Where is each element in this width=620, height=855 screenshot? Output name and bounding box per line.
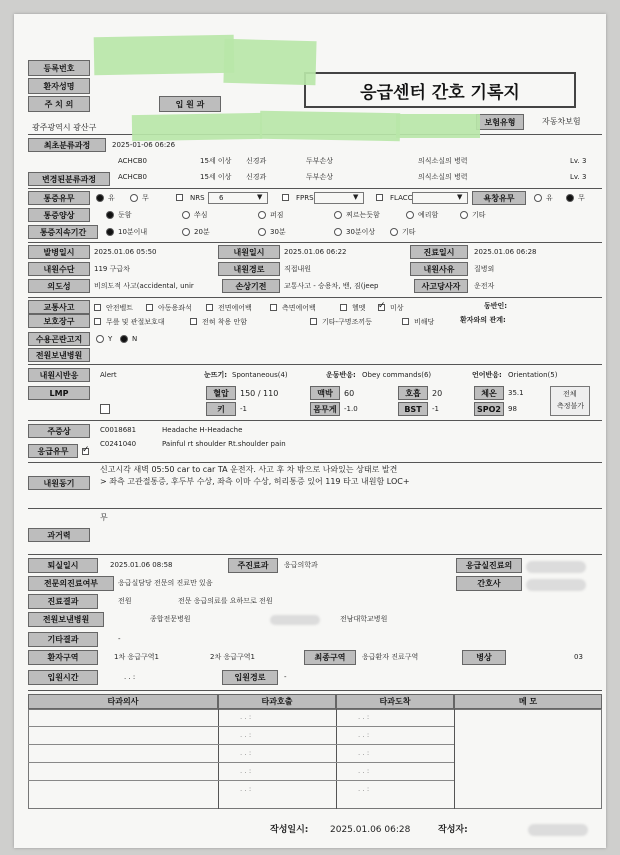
bedsore-no-radio[interactable] [566, 194, 574, 202]
nrs-label: NRS [190, 194, 205, 202]
memo-header: 메 모 [454, 694, 602, 709]
past-history-value: 무 [100, 513, 108, 522]
document-title: 응급센터 간호 기록지 [304, 72, 576, 108]
consult-arrival-header: 타과도착 [336, 694, 454, 709]
duration-over30-label: 30분이상 [346, 228, 376, 236]
transfer-from-label: 전원보낸병원 [28, 348, 90, 362]
none-worn-checkbox[interactable] [190, 318, 197, 325]
verbal-response-value: Orientation(5) [508, 371, 558, 379]
complaint-code-1: C0018681 [100, 426, 137, 434]
none-worn-label: 전혀 착용 안함 [202, 318, 248, 326]
arrival-label: 내원일시 [218, 245, 280, 259]
consult-call-cell: . . : [240, 785, 252, 793]
spo2-value: 98 [508, 405, 517, 413]
patient-zone-label: 환자구역 [28, 650, 98, 665]
height-value: -1 [240, 405, 247, 413]
intent-value: 비의도적 사고(accidental, unir [94, 282, 194, 290]
fprs-label: FPRS [296, 194, 314, 202]
fprs-checkbox[interactable] [282, 194, 289, 201]
accident-party-value: 운전자 [474, 282, 495, 290]
quality-stabbing-radio[interactable] [334, 211, 342, 219]
exam-time-label: 진료일시 [410, 245, 468, 259]
arrival-response-value: Alert [100, 371, 117, 379]
bst-value: -1 [432, 405, 439, 413]
arrival-value: 2025.01.06 06:22 [284, 248, 347, 256]
first-triage-age: 15세 이상 [200, 157, 232, 165]
pain-label: 통증유무 [28, 191, 90, 205]
flacc-checkbox[interactable] [376, 194, 383, 201]
knee-guard-checkbox[interactable] [94, 318, 101, 325]
discharge-time-label: 퇴실일시 [28, 558, 98, 573]
other-gear-label: 기타-구명조끼등 [322, 318, 372, 326]
onset-value: 2025.01.06 05:50 [94, 248, 157, 256]
consult-doctor-header: 타과의사 [28, 694, 218, 709]
resp-label: 호흡 [398, 386, 428, 400]
chevron-down-icon: ▼ [353, 193, 359, 201]
check-icon: ✓ [82, 445, 90, 455]
address-text: 광주광역시 광산구 [32, 123, 97, 132]
resp-value: 20 [432, 389, 443, 398]
chevron-down-icon: ▼ [457, 193, 463, 201]
nrs-value: 6 [219, 194, 224, 202]
acceptance-y-label: Y [108, 335, 113, 343]
height-label: 키 [206, 402, 236, 416]
pulse-label: 맥박 [310, 386, 340, 400]
measure-impossible-label: 측정불가 [557, 402, 585, 410]
intent-label: 의도성 [28, 279, 90, 293]
quality-sharp-radio[interactable] [406, 211, 414, 219]
arrival-reason-value: 질병외 [474, 265, 495, 273]
duration-other-label: 기타 [402, 228, 416, 236]
acceptance-notice-label: 수용곤란고지 [28, 332, 90, 346]
exam-time-value: 2025.01.06 06:28 [474, 248, 537, 256]
redaction-sticky-note [223, 39, 316, 85]
past-history-label: 과거력 [28, 528, 90, 542]
registration-number-label: 등록번호 [28, 60, 90, 76]
written-date-value: 2025.01.06 06:28 [330, 825, 411, 835]
first-triage-label: 최초분류과정 [28, 138, 106, 152]
helmet-checkbox[interactable] [340, 304, 347, 311]
bp-label: 혈압 [206, 386, 236, 400]
unknown-checkbox[interactable] [378, 301, 386, 311]
pain-quality-label: 통증양상 [28, 208, 90, 222]
redaction-sticky-note [132, 113, 262, 141]
discharge-time-value: 2025.01.06 08:58 [110, 561, 173, 569]
companion-label: 동반인: [484, 302, 508, 310]
arrival-route-value: 직접내원 [284, 265, 312, 273]
bed-value: 03 [574, 653, 583, 661]
arrival-reason-label: 내원사유 [410, 262, 468, 276]
traffic-accident-label: 교통사고 [28, 300, 90, 314]
redaction-sticky-note [94, 35, 235, 75]
transfer-hospital-name: 전남대학교병원 [340, 615, 388, 623]
lmp-checkbox[interactable] [100, 404, 110, 414]
arrival-route-label: 내원경로 [218, 262, 280, 276]
first-triage-datetime: 2025-01-06 06:26 [112, 141, 176, 149]
quality-dull-label: 둔함 [118, 211, 132, 219]
consult-call-cell: . . : [240, 713, 252, 721]
temp-value: 35.1 [508, 389, 524, 397]
helmet-label: 헬멧 [352, 304, 366, 312]
bedsore-no-label: 무 [578, 194, 585, 202]
quality-aching-radio[interactable] [182, 211, 190, 219]
final-zone-label: 최종구역 [304, 650, 356, 665]
admit-route-value: - [284, 673, 287, 681]
bed-label: 병상 [462, 650, 506, 665]
attending-doctor-label: 주 치 의 [28, 96, 90, 112]
motor-response-label: 운동반응: [326, 371, 356, 379]
verbal-response-label: 언어반응: [472, 371, 502, 379]
arrival-means-label: 내원수단 [28, 262, 90, 276]
nrs-select[interactable] [208, 192, 268, 204]
arrival-response-label: 내원시반응 [28, 368, 90, 382]
changed-triage-complaint: 두부손상 [306, 173, 334, 181]
result-value: 전원 [118, 597, 132, 605]
lmp-label: LMP [28, 386, 90, 400]
insurance-type-value: 자동차보험 [542, 117, 581, 126]
changed-triage-dept: 신경과 [246, 173, 267, 181]
seatbelt-checkbox[interactable] [94, 304, 101, 311]
duration-10min-label: 10분이내 [118, 228, 148, 236]
consult-arrival-cell: . . : [358, 749, 370, 757]
duration-30min-label: 30분 [270, 228, 286, 236]
patient-name-label: 환자성명 [28, 78, 90, 94]
temp-label: 체온 [474, 386, 504, 400]
pain-no-radio[interactable] [130, 194, 138, 202]
other-result-label: 기타결과 [28, 632, 98, 647]
final-zone-value: 응급환자 진료구역 [362, 653, 419, 661]
first-triage-level: Lv. 3 [570, 157, 587, 165]
bedsore-yes-label: 유 [546, 194, 553, 202]
weight-value: -1.0 [344, 405, 358, 413]
duration-30min-radio[interactable] [258, 228, 266, 236]
eye-opening-label: 눈뜨기: [204, 371, 228, 379]
eye-opening-value: Spontaneous(4) [232, 371, 288, 379]
front-airbag-label: 전면에어백 [218, 304, 252, 312]
mechanism-label: 손상기전 [222, 279, 280, 293]
zone-second: 2차 응급구역1 [210, 653, 255, 661]
seatbelt-label: 안전벨트 [106, 304, 134, 312]
quality-sharp-label: 예리함 [418, 211, 439, 219]
pain-yes-label: 유 [108, 194, 115, 202]
changed-triage-detail: 의식소실의 병력 [418, 173, 468, 181]
first-triage-code: ACHCB0 [118, 157, 147, 165]
consult-arrival-cell: . . : [358, 767, 370, 775]
bedsore-yes-radio[interactable] [534, 194, 542, 202]
nurse-label: 간호사 [456, 576, 522, 591]
acceptance-y-radio[interactable] [96, 335, 104, 343]
quality-other-label: 기타 [472, 211, 486, 219]
redaction-blur [528, 824, 588, 836]
redaction-sticky-note [260, 111, 400, 141]
specialist-care-value: 응급실담당 전문의 진료만 있음 [118, 579, 213, 587]
side-airbag-label: 측면에어백 [282, 304, 316, 312]
zone-first: 1차 응급구역1 [114, 653, 159, 661]
flacc-select[interactable] [412, 192, 468, 204]
visit-motive-label: 내원동기 [28, 476, 90, 490]
result-label: 진료결과 [28, 594, 98, 609]
measure-all-label: 전체 [563, 390, 577, 398]
consult-table [28, 709, 602, 809]
measure-impossible-button[interactable] [550, 386, 590, 416]
complaint-code-2: C0241040 [100, 440, 137, 448]
duration-20min-radio[interactable] [182, 228, 190, 236]
quality-spreading-label: 퍼짐 [270, 211, 284, 219]
side-airbag-checkbox[interactable] [270, 304, 277, 311]
emergency-checkbox[interactable] [82, 445, 90, 455]
not-applicable-label: 비해당 [414, 318, 435, 326]
accident-party-label: 사고당사자 [414, 279, 468, 293]
changed-triage-age: 15세 이상 [200, 173, 232, 181]
bst-label: BST [398, 402, 428, 416]
chevron-down-icon: ▼ [257, 193, 263, 201]
quality-spreading-radio[interactable] [258, 211, 266, 219]
mechanism-value: 교통사고 - 승용차, 밴, 짐(jeep [284, 282, 379, 290]
nursing-record-page [14, 14, 606, 848]
first-triage-detail: 의식소실의 병력 [418, 157, 468, 165]
written-date-label: 작성일시: [270, 825, 309, 835]
pain-yes-radio[interactable] [96, 194, 104, 202]
first-triage-dept: 신경과 [246, 157, 267, 165]
child-seat-label: 아동용좌석 [158, 304, 192, 312]
knee-guard-label: 무릎 및 관절보호대 [106, 318, 165, 326]
motor-response-value: Obey commands(6) [362, 371, 432, 379]
other-gear-checkbox[interactable] [310, 318, 317, 325]
duration-10min-radio[interactable] [106, 228, 114, 236]
transfer-hospital-type: 종합전문병원 [150, 615, 191, 623]
consult-arrival-cell: . . : [358, 713, 370, 721]
flacc-label: FLACC [390, 194, 413, 202]
first-triage-complaint: 두부손상 [306, 157, 334, 165]
fprs-select[interactable] [314, 192, 364, 204]
consult-arrival-cell: . . : [358, 785, 370, 793]
onset-label: 발병일시 [28, 245, 90, 259]
spo2-label: SPO2 [474, 402, 504, 416]
acceptance-n-label: N [132, 335, 138, 343]
er-doctor-label: 응급실진료의 [456, 558, 522, 573]
specialist-care-label: 전문의진료여부 [28, 576, 114, 591]
consult-call-cell: . . : [240, 767, 252, 775]
duration-20min-label: 20분 [194, 228, 210, 236]
arrival-means-value: 119 구급차 [94, 265, 130, 273]
main-dept-value: 응급의학과 [284, 561, 318, 569]
visit-motive-line-2: > 좌측 고관절통증, 후두부 수상, 좌측 이마 수상, 허리통증 있어 119 타고 내원함 LOC+ [100, 477, 410, 486]
result-detail: 전문 응급의료를 요하므로 전원 [178, 597, 273, 605]
pulse-value: 60 [344, 389, 355, 398]
redaction-blur [270, 615, 320, 625]
check-icon: ✓ [378, 301, 386, 311]
admit-time-label: 입원시간 [28, 670, 98, 685]
unknown-label: 미상 [390, 304, 404, 312]
quality-aching-label: 쑤심 [194, 211, 208, 219]
ward-label: 입 원 과 [159, 96, 221, 112]
front-airbag-checkbox[interactable] [206, 304, 213, 311]
bedsore-label: 욕창유무 [472, 191, 526, 205]
weight-label: 몸무게 [310, 402, 340, 416]
bp-value: 150 / 110 [240, 389, 279, 398]
insurance-type-label: 보험유형 [476, 114, 524, 130]
pain-no-label: 무 [142, 194, 149, 202]
duration-other-radio[interactable] [390, 228, 398, 236]
quality-dull-radio[interactable] [106, 211, 114, 219]
quality-other-radio[interactable] [460, 211, 468, 219]
quality-stabbing-label: 찌르는듯함 [346, 211, 380, 219]
not-applicable-checkbox[interactable] [402, 318, 409, 325]
writer-label: 작성자: [438, 825, 468, 835]
other-result-value: - [118, 635, 121, 643]
complaint-desc-2: Painful rt shoulder Rt.shoulder pain [162, 440, 286, 448]
changed-triage-level: Lv. 3 [570, 173, 587, 181]
changed-triage-label: 변경된분류과정 [28, 172, 110, 186]
admit-time-value: . . : [124, 673, 136, 681]
consult-call-cell: . . : [240, 731, 252, 739]
nrs-checkbox[interactable] [176, 194, 183, 201]
redaction-sticky-note [396, 114, 480, 138]
pain-duration-label: 통증지속기간 [28, 225, 98, 239]
acceptance-n-radio[interactable] [120, 335, 128, 343]
protective-gear-label: 보호장구 [28, 314, 90, 328]
consult-arrival-cell: . . : [358, 731, 370, 739]
visit-motive-line-1: 신고시각 새벽 05:50 car to car TA 운전자. 사고 후 차 밖으로 나와있는 상태로 발견 [100, 465, 398, 474]
duration-over30-radio[interactable] [334, 228, 342, 236]
redaction-blur [526, 561, 586, 573]
chief-complaint-label: 주증상 [28, 424, 90, 438]
consult-call-header: 타과호출 [218, 694, 336, 709]
complaint-desc-1: Headache H-Headache [162, 426, 243, 434]
emergency-label: 응급유무 [28, 444, 78, 458]
consult-call-cell: . . : [240, 749, 252, 757]
transfer-hospital-label: 전원보낸병원 [28, 612, 104, 627]
child-seat-checkbox[interactable] [146, 304, 153, 311]
admit-route-label: 입원경로 [222, 670, 278, 685]
redaction-blur [526, 579, 586, 591]
changed-triage-code: ACHCB0 [118, 173, 147, 181]
relation-label: 환자와의 관계: [460, 316, 506, 324]
main-dept-label: 주진료과 [228, 558, 278, 573]
